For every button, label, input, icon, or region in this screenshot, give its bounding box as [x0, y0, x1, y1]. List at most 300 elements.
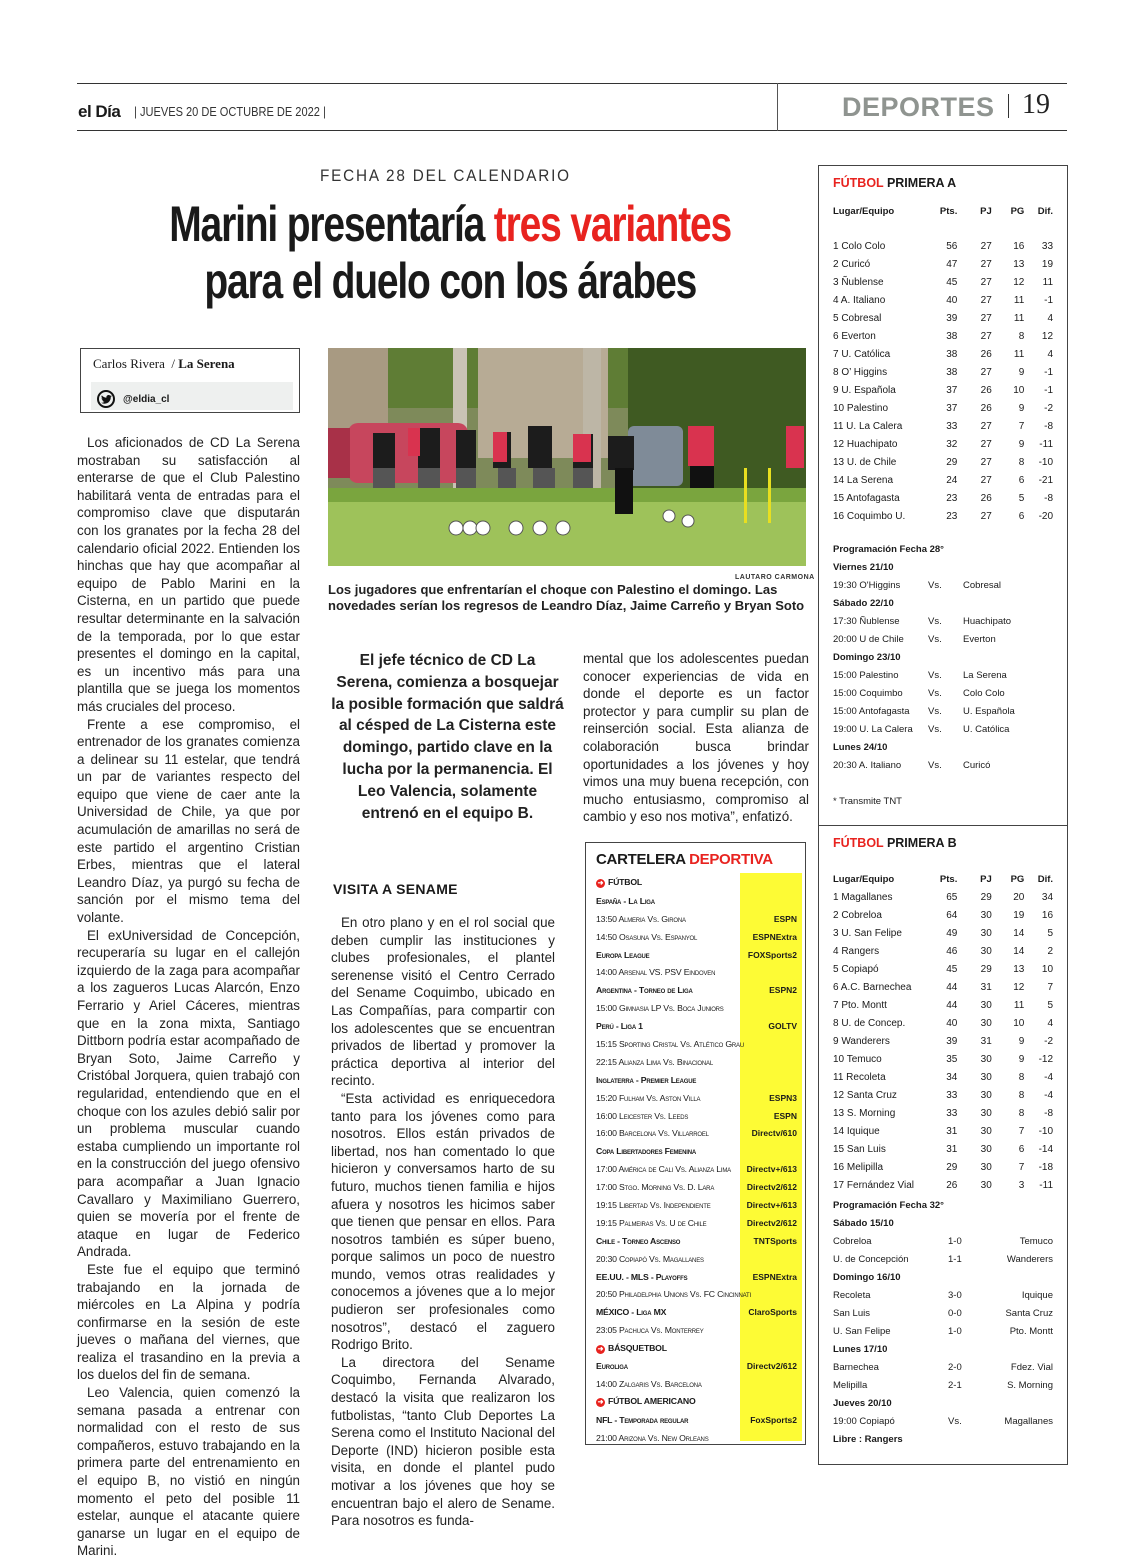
listing-label: 19:15 Palmeiras Vs. U de Chile	[596, 1217, 707, 1228]
fixture-row	[833, 1250, 1053, 1268]
table-cell: 33	[946, 420, 958, 432]
twitter-icon	[97, 390, 115, 408]
sport-heading	[596, 1339, 801, 1357]
table-cell: 27	[980, 294, 992, 306]
table-row	[833, 1122, 1053, 1140]
photo-credit: LAUTARO CARMONA	[735, 574, 815, 581]
league-heading	[596, 1017, 801, 1035]
match-listing	[596, 1124, 801, 1142]
headline-highlight: tres variantes	[493, 196, 731, 252]
match-listing	[596, 1375, 801, 1393]
table-row	[833, 978, 1053, 996]
standings-primera-a	[818, 165, 1068, 830]
match-listing	[596, 1107, 801, 1125]
home-team: 15:00 Palestino	[833, 669, 899, 681]
table-cell: 44	[946, 981, 958, 993]
listing-label: 17:00 Stgo. Morning Vs. D. Lara	[596, 1182, 715, 1193]
listing-label: 16:00 Leicester Vs. Leeds	[596, 1110, 689, 1121]
fixture-row	[833, 1412, 1053, 1430]
table-cell: -11	[1039, 438, 1054, 450]
table-cell: 15 Antofagasta	[833, 492, 900, 504]
table-cell: -4	[1044, 1089, 1054, 1101]
fixture-row	[833, 1322, 1053, 1340]
article-photo	[328, 348, 806, 566]
table-cell: 26	[980, 348, 992, 360]
sport-heading	[596, 1393, 801, 1411]
table-cell: 10	[1041, 963, 1054, 975]
league-heading	[596, 981, 801, 999]
table-cell: 30	[980, 1053, 992, 1065]
table-cell: 4	[1047, 348, 1054, 360]
table-cell: -11	[1039, 1179, 1054, 1191]
table-cell: 40	[946, 1017, 958, 1029]
column-header: PG	[1010, 205, 1025, 217]
fixture-day: Libre : Rangers	[833, 1433, 903, 1445]
table-cell: 16 Melipilla	[833, 1161, 884, 1173]
channel-label: Directv2/612	[746, 1360, 797, 1371]
fixture-rows	[833, 558, 1053, 774]
table-cell: 13	[1013, 258, 1025, 270]
channel-label: ClaroSports	[748, 1307, 797, 1318]
table-cell: -14	[1038, 1143, 1054, 1155]
table-cell: 7 Pto. Montt	[833, 999, 887, 1011]
table-cell: 9	[1018, 438, 1025, 450]
fixture-row	[833, 1286, 1053, 1304]
paragraph: La directora del Sename Coquimbo, Fernanda Alvarado, destacó la visita que realizaron los futbolistas, “tanto Club Deportes La Serena como el Instituto Nacional del Deporte (IND) hicieron posible esta visita, en donde el plantel pudo motivar a los jóvenes que hoy se encuentran bajo el alero de Sename. Para nosotros es funda-	[331, 1354, 555, 1529]
table-row	[833, 507, 1053, 525]
table-cell: 26	[980, 402, 992, 414]
table-cell: 30	[980, 927, 992, 939]
column-header: Lugar/Equipo	[833, 873, 895, 885]
fixture-result: Vs.	[928, 633, 942, 645]
table-cell: 8	[1018, 1071, 1025, 1083]
table-row	[833, 237, 1053, 255]
table-row	[833, 1014, 1053, 1032]
fixture-row	[833, 756, 1053, 774]
table-cell: 12	[1013, 981, 1025, 993]
table-cell: 13 U. de Chile	[833, 456, 897, 468]
table-cell: 38	[946, 348, 958, 360]
table-row	[833, 489, 1053, 507]
column-header: Lugar/Equipo	[833, 205, 895, 217]
table-cell: 46	[946, 945, 958, 957]
table-cell: 27	[980, 258, 992, 270]
table-cell: 12	[1013, 276, 1025, 288]
table-cell: 20	[1013, 891, 1025, 903]
table-cell: 47	[946, 258, 958, 270]
table-cell: 7	[1047, 981, 1054, 993]
standings-title	[833, 176, 956, 190]
table-cell: -20	[1038, 510, 1054, 522]
table-cell: 17 Fernández Vial	[833, 1179, 914, 1191]
table-row	[833, 942, 1053, 960]
paragraph: Leo Valencia, quien comenzó la semana pasada a entrenar con normalidad con el resto de sus compañeros, estuvo trabajando en la primera parte del entrenamiento en el equipo B, no vistió en ningún momento el peto del posible 11 estelar, aunque el atacante quiere ganarse un lugar en el equipo de Marini.	[77, 1385, 300, 1559]
fixture-title	[833, 540, 1053, 558]
table-cell: 2 Curicó	[833, 258, 871, 270]
table-cell: 30	[980, 1143, 992, 1155]
table-cell: 27	[980, 438, 992, 450]
table-cell: 44	[946, 999, 958, 1011]
table-cell: 9	[1018, 1035, 1025, 1047]
table-cell: 10 Temuco	[833, 1053, 882, 1065]
article-kicker: FECHA 28 DEL CALENDARIO	[320, 166, 571, 185]
table-cell: 1 Magallanes	[833, 891, 893, 903]
tv-schedule-title	[596, 851, 773, 868]
match-listing	[596, 963, 801, 981]
table-row	[833, 453, 1053, 471]
league-heading	[596, 946, 801, 964]
table-row	[833, 255, 1053, 273]
home-team: 15:00 Coquimbo	[833, 687, 903, 699]
sport-heading	[596, 874, 801, 892]
table-cell: 30	[980, 1161, 992, 1173]
table-cell: 31	[946, 1125, 958, 1137]
table-cell: 27	[980, 312, 992, 324]
standings-title	[833, 836, 957, 850]
away-team: U. Española	[963, 705, 1015, 717]
table-cell: 31	[980, 981, 992, 993]
channel-label: TNTSports	[753, 1235, 797, 1246]
table-cell: 4 Rangers	[833, 945, 880, 957]
listing-label: Euroliga	[596, 1360, 628, 1371]
table-header-row	[833, 202, 1053, 220]
table-cell: 9	[1018, 402, 1025, 414]
table-cell: -2	[1044, 1035, 1054, 1047]
away-team: La Serena	[963, 669, 1007, 681]
table-cell: 3	[1018, 1179, 1025, 1191]
table-cell: -8	[1044, 1107, 1054, 1119]
author-name: Carlos Rivera	[93, 356, 165, 371]
table-cell: 37	[946, 384, 958, 396]
table-cell: 6	[1018, 1143, 1025, 1155]
table-cell: 11 Recoleta	[833, 1071, 886, 1083]
table-cell: 30	[980, 1179, 992, 1191]
home-team: 19:00 Copiapó	[833, 1415, 895, 1427]
arrow-right-icon: ➜	[597, 1345, 604, 1353]
table-cell: 11	[1013, 999, 1025, 1011]
byline-box	[80, 348, 300, 413]
away-team: U. Católica	[963, 723, 1010, 735]
league-heading	[596, 1411, 801, 1429]
column-header: PJ	[980, 873, 992, 885]
table-cell: 38	[946, 330, 958, 342]
newspaper-logo: el Día	[78, 102, 121, 121]
table-cell: 29	[980, 963, 992, 975]
home-team: U. de Concepción	[833, 1253, 909, 1265]
table-cell: 31	[946, 1143, 958, 1155]
table-cell: -12	[1038, 1053, 1054, 1065]
table-cell: 13	[1013, 963, 1025, 975]
title-black: PRIMERA B	[883, 836, 957, 850]
league-heading	[596, 1142, 801, 1160]
match-listing	[596, 1053, 801, 1071]
table-row	[833, 363, 1053, 381]
listing-label: ➜ BÁSQUETBOL	[597, 1342, 667, 1353]
home-team: 17:30 Ñublense	[833, 615, 900, 627]
table-row	[833, 1158, 1053, 1176]
table-row	[833, 1086, 1053, 1104]
home-team: Cobreloa	[833, 1235, 872, 1247]
table-cell: 64	[946, 909, 958, 921]
listing-label: ➜ FÚTBOL	[597, 877, 643, 888]
table-cell: 7	[1018, 1161, 1025, 1173]
listing-label: Chile - Torneo Ascenso	[596, 1235, 681, 1246]
table-cell: 65	[946, 891, 958, 903]
table-cell: 6 A.C. Barnechea	[833, 981, 912, 993]
listing-label: 16:00 Barcelona Vs. Villarroel	[596, 1128, 709, 1139]
away-team: Pto. Montt	[1009, 1325, 1053, 1337]
match-listing	[596, 1214, 801, 1232]
fixture-row	[833, 720, 1053, 738]
fixture-row	[833, 1358, 1053, 1376]
fixture-row	[833, 1232, 1053, 1250]
league-heading	[596, 1071, 801, 1089]
away-team: Wanderers	[1006, 1253, 1053, 1265]
table-cell: 37	[946, 402, 958, 414]
fixture-row	[833, 702, 1053, 720]
table-cell: 5 Cobresal	[833, 312, 882, 324]
table-cell: 5 Copiapó	[833, 963, 879, 975]
table-cell: 26	[946, 1179, 958, 1191]
listing-label: 15:00 Gimnasia LP Vs. Boca Juniors	[596, 1003, 724, 1014]
table-cell: 35	[946, 1053, 958, 1065]
paragraph: Este fue el equipo que terminó trabajando en la jornada de miércoles en La Alpina y podría confirmarse en la sesión de este jueves o mañana del viernes, que realiza el trasandino en la previa a los duelos del fin de semana.	[77, 1261, 300, 1383]
byline	[93, 356, 235, 372]
away-team: S. Morning	[1007, 1379, 1053, 1391]
table-cell: 3 U. San Felipe	[833, 927, 902, 939]
table-cell: 23	[946, 510, 958, 522]
title-black: PRIMERA A	[883, 176, 957, 190]
table-cell: 9	[1018, 1053, 1025, 1065]
paragraph: Los aficionados de CD La Serena mostraban su satisfacción al enterarse de que el Club Palestino habilitará venta de entradas para el compromiso clave que disputarán con los granates por la fecha 28 del calendario oficial 2022. Entienden los hinchas que hay que acompañar al equipo de Pablo Marini en la Cisterna, en un partido que puede resultar determinante en la salvación de la temporada, por lo que estar presentes el domingo en la capital, es un incentivo más para una plantilla que se juega los momentos más cruciales del proceso.	[77, 435, 300, 714]
tv-schedule-list	[596, 874, 801, 1447]
table-cell: 27	[980, 330, 992, 342]
fixture-day: Viernes 21/10	[833, 561, 894, 573]
table-cell: 34	[1041, 891, 1054, 903]
table-cell: 27	[980, 276, 992, 288]
listing-label: 22:15 Alianza Lima Vs. Binacional	[596, 1056, 713, 1067]
fixture-result: 3-0	[948, 1289, 962, 1301]
channel-label: Directv+/613	[746, 1199, 797, 1210]
table-cell: 11	[1013, 348, 1025, 360]
table-cell: 2 Cobreloa	[833, 909, 882, 921]
fixture-day: Domingo 16/10	[833, 1271, 901, 1283]
table-cell: 31	[980, 1035, 992, 1047]
match-listing	[596, 1178, 801, 1196]
table-cell: 8	[1018, 330, 1025, 342]
arrow-right-icon: ➜	[597, 1399, 604, 1407]
channel-label: GOLTV	[768, 1021, 797, 1032]
table-cell: -1	[1044, 384, 1054, 396]
page-number-divider	[1008, 94, 1009, 118]
fixture-result: Vs.	[928, 759, 942, 771]
table-cell: -2	[1044, 402, 1054, 414]
table-cell: 8	[1018, 1089, 1025, 1101]
listing-label: 13:50 Almeria Vs. Girona	[596, 913, 686, 924]
listing-label: 14:00 Arsenal VS. PSV Eindoven	[596, 967, 716, 978]
paragraph: mental que los adolescentes puedan conocer experiencias de vida en donde el deporte es un factor protector y para cumplir su plan de reinserción social. Esta alianza de colaboración busca brindar oportunidades a los jóvenes y hoy vimos una muy buena recepción, con mucho entusiasmo, compromiso al cambio y eso nos motiva”, enfatizó.	[583, 651, 809, 825]
table-cell: 10	[1013, 1017, 1025, 1029]
table-row	[833, 996, 1053, 1014]
table-cell: 27	[980, 366, 992, 378]
away-team: Curicó	[963, 759, 991, 771]
listing-label: España - La Liga	[596, 895, 655, 906]
listing-label: EE.UU. - MLS - Playoffs	[596, 1271, 688, 1282]
table-cell: 4	[1047, 312, 1054, 324]
table-cell: 27	[980, 456, 992, 468]
fixture-row	[833, 576, 1053, 594]
table-row	[833, 888, 1053, 906]
column-header: PJ	[980, 205, 992, 217]
table-cell: -21	[1038, 474, 1054, 486]
match-listing	[596, 1089, 801, 1107]
listing-label: Perú - Liga 1	[596, 1021, 643, 1032]
table-cell: 11 U. La Calera	[833, 420, 903, 432]
listing-label: 15:20 Fulham Vs. Aston Villa	[596, 1092, 701, 1103]
table-cell: 7 U. Católica	[833, 348, 891, 360]
table-cell: 14 Iquique	[833, 1125, 880, 1137]
listing-label: 19:15 Libertad Vs. Independiente	[596, 1199, 711, 1210]
fixture-title-text: Programación Fecha 28°	[833, 543, 944, 555]
table-header-row	[833, 870, 1053, 888]
table-row	[833, 471, 1053, 489]
table-row	[833, 960, 1053, 978]
table-cell: 14	[1013, 945, 1025, 957]
table-row	[833, 399, 1053, 417]
listing-label: Europa League	[596, 949, 650, 960]
table-cell: 30	[980, 945, 992, 957]
fixture-row	[833, 1376, 1053, 1394]
training-photo-illustration	[328, 348, 806, 566]
fixture-day: Sábado 15/10	[833, 1217, 894, 1229]
channel-label: Directv2/612	[746, 1217, 797, 1228]
home-team: Barnechea	[833, 1361, 879, 1373]
standings-primera-b	[818, 825, 1068, 1465]
article-subhead: VISITA A SENAME	[333, 881, 458, 897]
table-cell: 11	[1013, 294, 1025, 306]
away-team: Iquique	[1021, 1289, 1053, 1301]
table-cell: 1 Colo Colo	[833, 240, 886, 252]
match-listing	[596, 928, 801, 946]
match-listing	[596, 1035, 801, 1053]
table-cell: -8	[1044, 492, 1054, 504]
table-cell: 9 Wanderers	[833, 1035, 890, 1047]
table-cell: 12 Huachipato	[833, 438, 898, 450]
channel-label: Directv/610	[751, 1128, 797, 1139]
fixture-day: Sábado 22/10	[833, 597, 894, 609]
article-column-2	[331, 914, 555, 1530]
tv-schedule-title-red: DEPORTIVA	[689, 851, 773, 868]
page-number: 19	[1022, 89, 1050, 120]
table-cell: -4	[1044, 1071, 1054, 1083]
channel-label: Directv+/613	[746, 1164, 797, 1175]
twitter-handle[interactable]: @eldia_cl	[123, 393, 170, 405]
table-row	[833, 1104, 1053, 1122]
fixture-row	[833, 630, 1053, 648]
table-row	[833, 345, 1053, 363]
photo-caption: Los jugadores que enfrentarían el choque con Palestino el domingo. Las novedades serían los regresos de Leandro Díaz, Jaime Carreño y Bryan Soto	[328, 582, 805, 613]
headline-line-2: para el duelo con los árabes	[204, 253, 696, 309]
table-cell: 8	[1018, 1107, 1025, 1119]
fixture-result: 1-0	[948, 1325, 962, 1337]
fixture-result: Vs.	[928, 723, 942, 735]
table-cell: 16	[1013, 240, 1025, 252]
table-cell: 32	[946, 438, 958, 450]
table-cell: 14 La Serena	[833, 474, 894, 486]
fixture-result: 2-1	[948, 1379, 962, 1391]
table-cell: -8	[1044, 420, 1054, 432]
table-cell: 8	[1018, 456, 1025, 468]
table-cell: 15 San Luis	[833, 1143, 886, 1155]
twitter-bar	[91, 382, 293, 410]
table-cell: 33	[946, 1107, 958, 1119]
fixture-day: Lunes 24/10	[833, 741, 888, 753]
table-cell: 26	[980, 384, 992, 396]
home-team: 20:30 A. Italiano	[833, 759, 902, 771]
fixture-result: Vs.	[928, 615, 942, 627]
table-cell: 39	[946, 312, 958, 324]
masthead-top-rule	[77, 83, 1067, 84]
table-cell: 33	[1041, 240, 1054, 252]
home-team: 15:00 Antofagasta	[833, 705, 910, 717]
home-team: Melipilla	[833, 1379, 868, 1391]
away-team: Magallanes	[1004, 1415, 1053, 1427]
fixture-result: Vs.	[928, 687, 942, 699]
fixture-result: Vs.	[928, 705, 942, 717]
headline-text: Marini presentaría	[169, 196, 494, 252]
table-cell: -10	[1038, 456, 1054, 468]
listing-label: 23:05 Pachuca Vs. Monterrey	[596, 1325, 704, 1336]
masthead-bottom-rule	[77, 130, 1067, 131]
away-team: Huachipato	[963, 615, 1012, 627]
table-cell: 12	[1041, 330, 1054, 342]
fixture-result: 0-0	[948, 1307, 962, 1319]
title-red: FÚTBOL	[833, 836, 884, 850]
standings-header	[833, 202, 1053, 220]
fixture-result: 1-0	[948, 1235, 962, 1247]
home-team: 20:00 U de Chile	[833, 633, 904, 645]
table-row	[833, 906, 1053, 924]
table-cell: -18	[1038, 1161, 1054, 1173]
fixture-result: Vs.	[928, 669, 942, 681]
fixture-day: Jueves 20/10	[833, 1397, 892, 1409]
table-cell: 10	[1013, 384, 1025, 396]
standings-table	[833, 888, 1053, 1194]
table-cell: 10 Palestino	[833, 402, 889, 414]
listing-label: 20:30 Copiapó Vs. Magallanes	[596, 1253, 704, 1264]
table-row	[833, 417, 1053, 435]
table-cell: 33	[946, 1089, 958, 1101]
table-cell: 30	[980, 1071, 992, 1083]
match-listing	[596, 999, 801, 1017]
channel-label: ESPNExtra	[752, 931, 797, 942]
table-cell: 7	[1018, 420, 1025, 432]
fixture-list	[833, 540, 1053, 810]
fixture-day: Lunes 17/10	[833, 1343, 888, 1355]
table-cell: 40	[946, 294, 958, 306]
table-row	[833, 924, 1053, 942]
fixture-result: Vs.	[948, 1415, 962, 1427]
league-heading	[596, 1357, 801, 1375]
channel-label: ESPN	[773, 913, 797, 924]
table-row	[833, 273, 1053, 291]
match-listing	[596, 910, 801, 928]
fixture-row	[833, 612, 1053, 630]
table-cell: 30	[980, 999, 992, 1011]
channel-label: ESPN2	[769, 985, 797, 996]
listing-label: Copa Libertadores Femenina	[596, 1146, 696, 1157]
listing-label: MÉXICO - Liga MX	[596, 1307, 667, 1318]
